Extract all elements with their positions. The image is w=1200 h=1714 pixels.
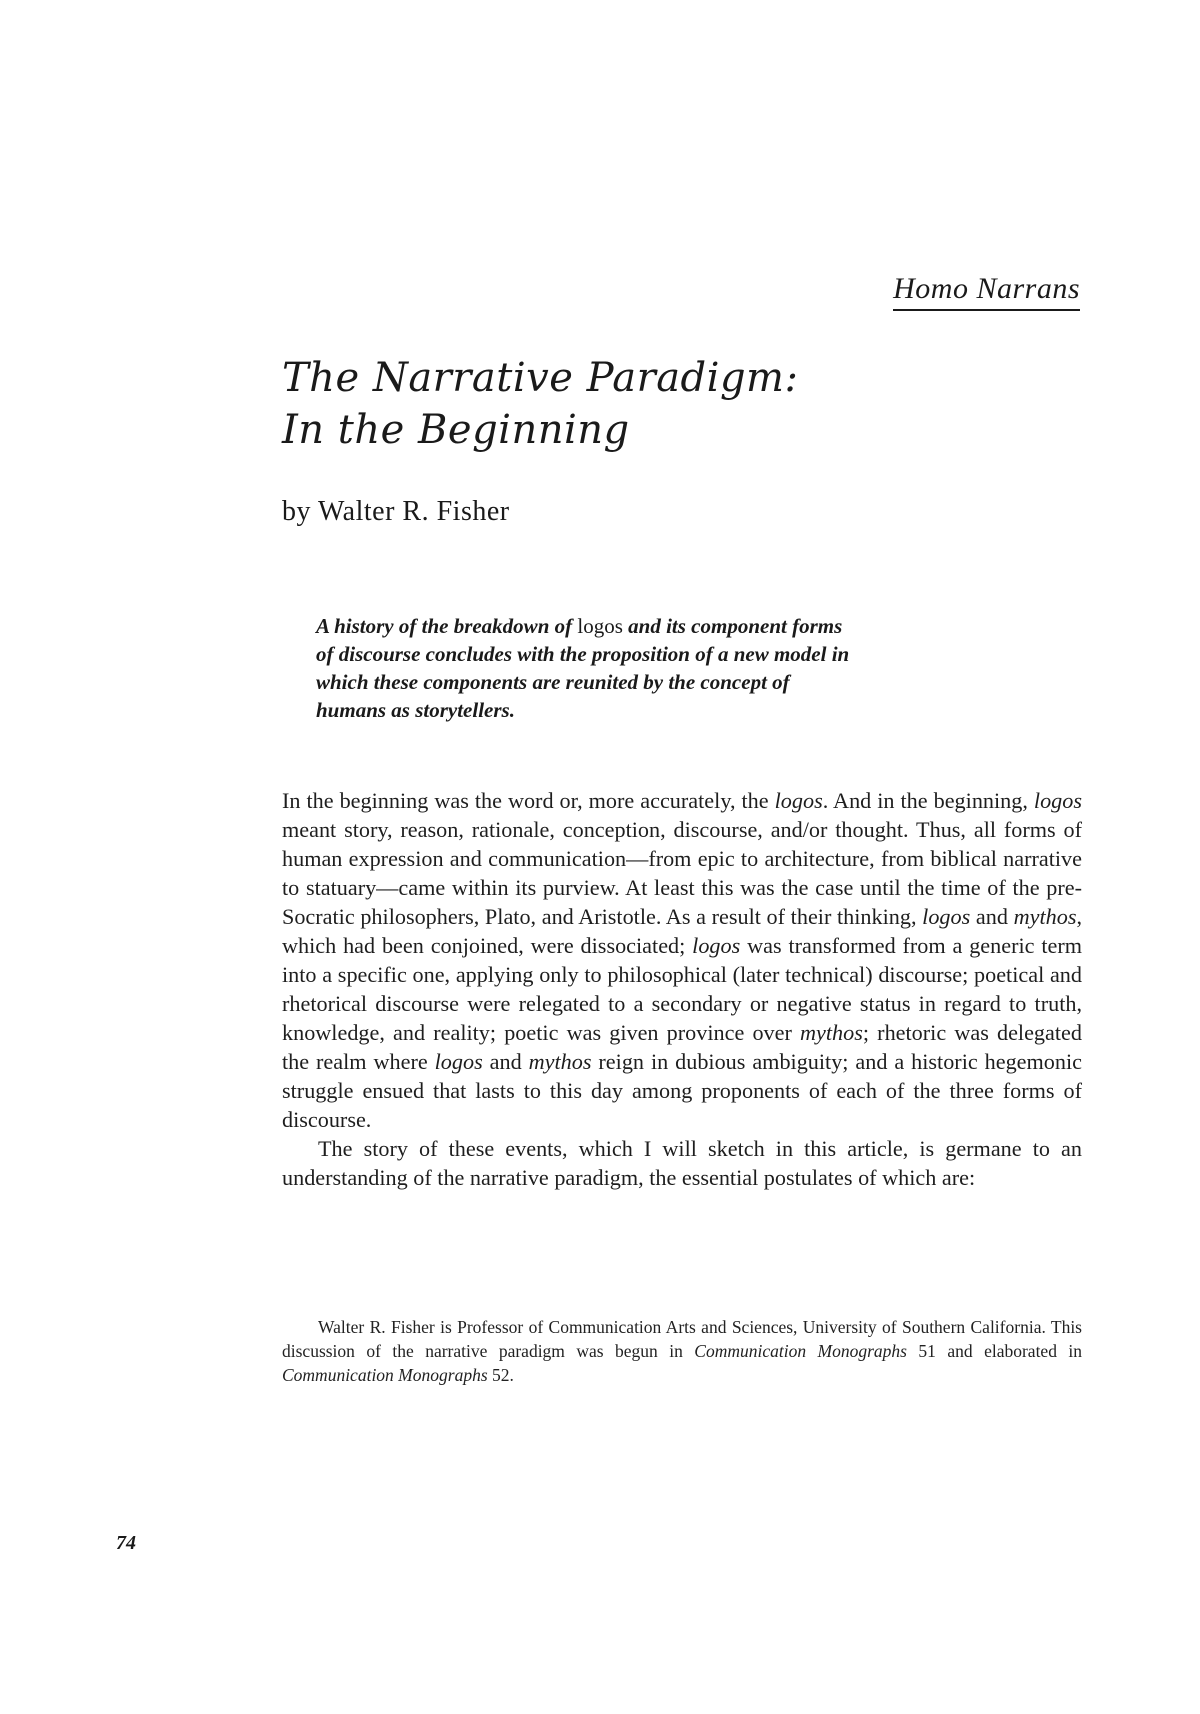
italic-term: logos: [692, 933, 741, 958]
text-run: ; rhetoric was delegated the realm where: [282, 1020, 1082, 1074]
text-run: 51 and elaborated in: [906, 1341, 1082, 1361]
text-run: . And in the beginning,: [822, 788, 1034, 813]
italic-term: logos: [922, 904, 971, 929]
abstract-text-2: and its component forms of discourse concludes with the proposition of a new model in which these components are reunited by the concept of humans as storytellers.: [316, 614, 850, 722]
section-header: Homo Narrans: [893, 272, 1080, 311]
text-run: and: [970, 904, 1014, 929]
italic-term: mythos: [800, 1020, 863, 1045]
text-run: Walter R. Fisher is Professor of Communication Arts and Sciences, University of Southern California. This discussion of the narrative paradigm was begun in: [282, 1317, 1082, 1361]
abstract: [316, 612, 856, 724]
italic-term: logos: [1033, 788, 1082, 813]
text-run: In the beginning was the word or, more accurately, the: [282, 788, 775, 813]
paragraph-2: The story of these events, which I will sketch in this article, is germane to an understanding of the narrative paradigm, the essential postulates of which are:: [282, 1136, 1082, 1190]
title-line-1: The Narrative Paradigm:: [282, 355, 799, 401]
page-number: 74: [116, 1532, 136, 1554]
text-run: , which had been conjoined, were dissociated;: [282, 904, 1082, 958]
article-title: [282, 352, 1082, 456]
italic-term: logos: [774, 788, 823, 813]
journal-title: Communication Monographs: [282, 1365, 488, 1385]
body-text: [282, 786, 1082, 1192]
journal-title: Communication Monographs: [694, 1341, 907, 1361]
title-line-2: In the Beginning: [282, 407, 630, 453]
text-run: meant story, reason, rationale, conception, discourse, and/or thought. Thus, all forms of human expression and communication—from epic to architecture, from biblical narrative to statuary—came within its purview. At least this was the case until the time of the pre-Socratic philosophers, Plato, and Aristotle. As a result of their thinking,: [282, 817, 1082, 929]
paragraph-1: [282, 786, 1082, 1134]
italic-term: mythos: [1013, 904, 1077, 929]
abstract-term-logos: logos: [577, 614, 623, 638]
text-run: reign in dubious ambiguity; and a historic hegemonic struggle ensued that lasts to this day among proponents of each of the three forms of discourse.: [282, 1049, 1082, 1132]
italic-term: logos: [434, 1049, 483, 1074]
author-byline: by Walter R. Fisher: [282, 496, 510, 527]
text-run: 52.: [487, 1365, 514, 1385]
author-footnote: [282, 1315, 1082, 1387]
text-run: and: [482, 1049, 529, 1074]
text-run: was transformed from a generic term into a specific one, applying only to philosophical (later technical) discourse; poetical and rhetorical discourse were relegated to a secondary or negative status in regard to truth, knowledge, and reality; poetic was given province over: [282, 933, 1082, 1045]
italic-term: mythos: [528, 1049, 592, 1074]
abstract-text-1: A history of the breakdown of: [316, 614, 578, 638]
